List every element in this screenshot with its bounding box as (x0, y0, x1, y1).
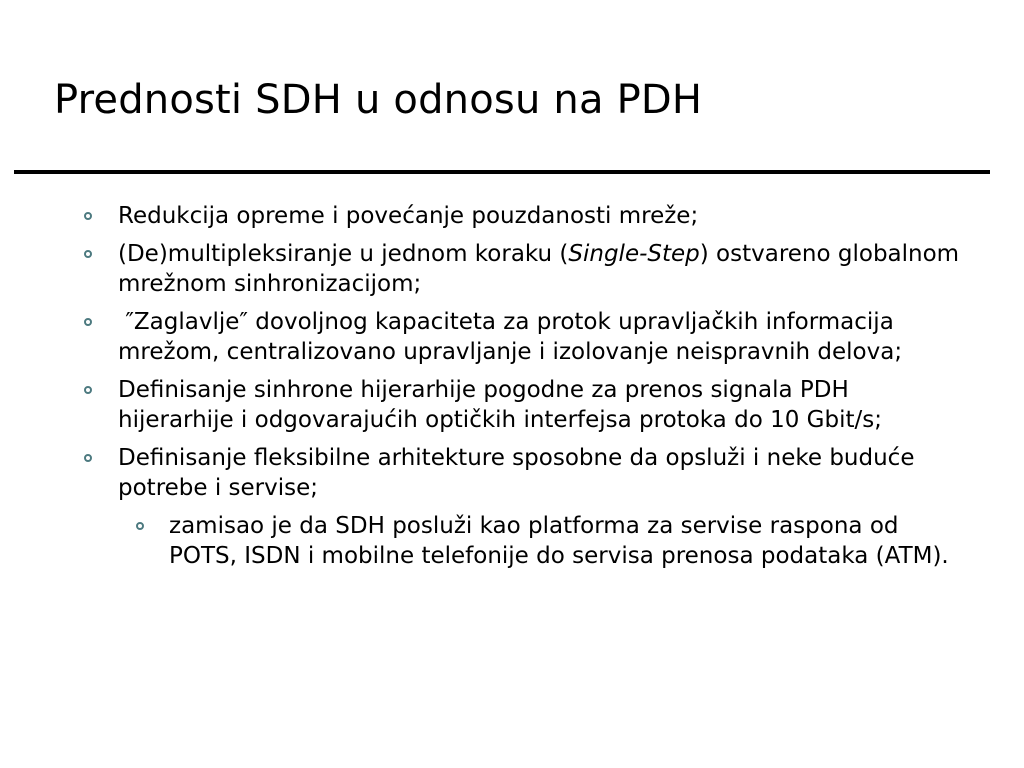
bullet-icon (84, 318, 92, 326)
slide-title: Prednosti SDH u odnosu na PDH (54, 77, 703, 123)
bullet-icon (84, 386, 92, 394)
bullet-emphasis: Single-Step (568, 241, 700, 267)
bullet-text: Redukcija opreme i povećanje pouzdanosti mreže; (118, 203, 699, 229)
sub-bullet-item-1 (0, 511, 959, 571)
bullet-icon (84, 250, 92, 258)
title-divider (14, 170, 990, 174)
bullet-icon (84, 454, 92, 462)
bullet-text: Definisanje sinhrone hijerarhije pogodne za prenos signala PDH hijerarhije i odgovarajućih optičkih interfejsa protoka do 10 Gbit/s; (118, 377, 882, 433)
bullet-list (0, 201, 1024, 579)
bullet-item-5 (0, 443, 968, 503)
bullet-item-1 (0, 201, 968, 231)
sub-bullet-icon (136, 522, 144, 530)
bullet-icon (84, 212, 92, 220)
bullet-item-2 (0, 239, 968, 299)
sub-bullet-text: zamisao je da SDH posluži kao platforma za servise raspona od POTS, ISDN i mobilne telefonije do servisa prenosa podataka (ATM). (169, 513, 949, 569)
bullet-text: ″Zaglavlje″ dovoljnog kapaciteta za protok upravljačkih informacija mrežom, centralizovano upravljanje i izolovanje neispravnih delova; (118, 309, 903, 365)
bullet-text: Definisanje fleksibilne arhitekture sposobne da opsluži i neke buduće potrebe i servise; (118, 445, 915, 501)
bullet-item-3 (0, 307, 968, 367)
bullet-text-after: ) ostvareno globalnom mrežnom sinhronizacijom; (118, 241, 960, 297)
bullet-item-4 (0, 375, 968, 435)
bullet-text-before: (De)multipleksiranje u jednom koraku ( (118, 241, 569, 267)
